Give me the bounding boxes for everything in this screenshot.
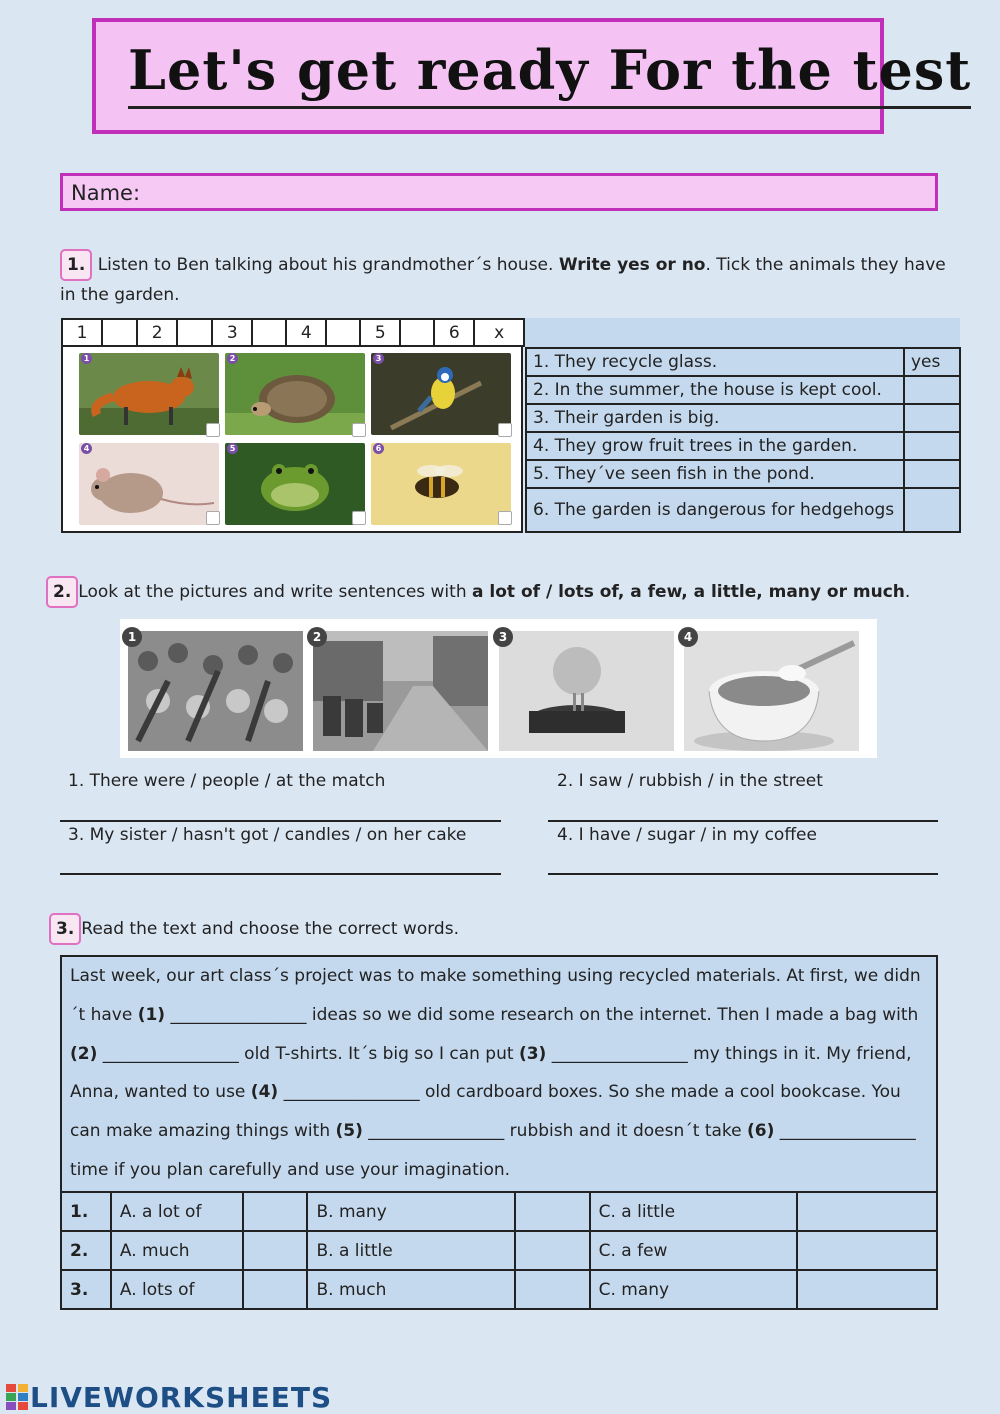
bird-photo [371,353,511,435]
title-banner [92,18,972,134]
option-row [61,1231,937,1270]
tick-box-3[interactable] [498,423,512,437]
picture-number-badge: 1 [122,627,142,647]
photo-number-badge: 6 [373,443,384,454]
option-c: C. many [590,1270,798,1309]
section3-instruction: 3. Read the text and choose the correct words. [49,913,949,945]
gap-blank[interactable]: ________________ [368,1121,505,1142]
animal-photo-grid [61,347,523,533]
option-b: B. a little [307,1231,515,1270]
answer-header-1: 1 [62,319,102,346]
answer-box[interactable] [177,319,212,346]
statement-text: 1. They recycle glass. [526,348,904,376]
yes-no-answer[interactable] [904,488,960,532]
answer-line-4[interactable] [548,873,938,875]
gap-blank[interactable]: ________________ [779,1121,916,1142]
section1-header-band [525,318,960,347]
option-c: C. a little [590,1192,798,1231]
tick-box-2[interactable] [352,423,366,437]
tick-box-5[interactable] [352,511,366,525]
option-row [61,1270,937,1309]
fox-photo [79,353,219,435]
option-b-box[interactable] [515,1270,589,1309]
answer-line-1[interactable] [60,820,501,822]
page-title: Let's get ready For the test [128,34,971,109]
section2-instruction: 2. Look at the pictures and write sentences with a lot of / lots of, a few, a little, many or much. [46,576,946,608]
mouse-photo [79,443,219,525]
statement-row [526,376,960,404]
answer-header-5: 5 [360,319,400,346]
frog-photo [225,443,365,525]
option-a: A. a lot of [111,1192,243,1231]
statement-text: 2. In the summer, the house is kept cool. [526,376,904,404]
photo-number-badge: 3 [373,353,384,364]
photo-number-badge: 2 [227,353,238,364]
statements-table [525,347,961,533]
gap-blank[interactable]: ________________ [170,1004,307,1025]
sentence-1: 1. There were / people / at the match [68,771,386,791]
picture-number-badge: 2 [307,627,327,647]
option-b-box[interactable] [515,1231,589,1270]
answer-box[interactable] [102,319,137,346]
gap-label: (2) [70,1043,98,1064]
gap-blank[interactable]: ________________ [283,1082,420,1103]
option-b: B. much [307,1270,515,1309]
option-a-box[interactable] [243,1231,307,1270]
gap-label: (1) [137,1004,166,1025]
sentence-2: 2. I saw / rubbish / in the street [557,771,823,791]
yes-no-answer[interactable]: yes [904,348,960,376]
question-number: 3. [61,1270,111,1309]
statement-row [526,488,960,532]
tick-box-4[interactable] [206,511,220,525]
picture-number-badge: 4 [678,627,698,647]
question-number: 2. [61,1231,111,1270]
street-picture [313,631,488,751]
picture-number-badge: 3 [493,627,513,647]
answer-line-3[interactable] [60,873,501,875]
option-b: B. many [307,1192,515,1231]
question-number: 1. [61,1192,111,1231]
statement-text: 6. The garden is dangerous for hedgehogs [526,488,904,532]
section2-pictures [120,619,877,758]
answer-box[interactable] [400,319,434,346]
bee-photo [371,443,511,525]
yes-no-answer[interactable] [904,404,960,432]
statement-row [526,460,960,488]
photo-number-badge: 1 [81,353,92,364]
yes-no-answer[interactable] [904,460,960,488]
option-c-box[interactable] [797,1231,937,1270]
answer-header-3: 3 [212,319,252,346]
sentence-3: 3. My sister / hasn't got / candles / on her cake [68,825,467,845]
liveworksheets-logo-icon [6,1384,28,1410]
section2-number: 2. [46,576,78,608]
tick-box-1[interactable] [206,423,220,437]
option-b-box[interactable] [515,1192,589,1231]
tick-box-6[interactable] [498,511,512,525]
answer-line-2[interactable] [548,820,938,822]
gap-label: (6) [747,1121,775,1142]
option-a: A. much [111,1231,243,1270]
cake-picture [499,631,674,751]
sentence-4: 4. I have / sugar / in my coffee [557,825,817,845]
yes-no-answer[interactable] [904,376,960,404]
section1-instruction: 1. Listen to Ben talking about his grandmother´s house. Write yes or no. Tick the animals they have in the garden. [60,249,950,309]
option-a: A. lots of [111,1270,243,1309]
option-c: C. a few [590,1231,798,1270]
reading-text: Last week, our art class´s project was to make something using recycled materials. At first, we didn´t have (1) ________________ ideas so we did some research on the internet. Then I made a bag with (2) ________________ old T-shirts. It´s big so I can put (3) ________________ my things in it. My friend, Anna, wanted to use (4) ________________ old cardboard boxes. So she made a cool bookcase. You can make amazing things with (5) ________________ rubbish and it doesn´t take (6) ________________ time if you plan carefully and use your imagination. [70,966,921,1180]
statement-row [526,432,960,460]
option-a-box[interactable] [243,1192,307,1231]
answer-header-2: 2 [137,319,177,346]
option-c-box[interactable] [797,1192,937,1231]
statement-row [526,348,960,376]
footer-logo-text: LIVEWORKSHEETS [30,1381,333,1414]
answer-header-6: 6 [434,319,474,346]
name-field[interactable] [60,173,938,211]
section3-number: 3. [49,913,81,945]
statement-text: 3. Their garden is big. [526,404,904,432]
photo-number-badge: 4 [81,443,92,454]
answer-box[interactable] [326,319,360,346]
statement-row [526,404,960,432]
answer-box[interactable] [252,319,286,346]
answer-header-x: x [474,319,524,346]
statement-text: 5. They´ve seen fish in the pond. [526,460,904,488]
option-c-box[interactable] [797,1270,937,1309]
photo-number-badge: 5 [227,443,238,454]
gap-label: (3) [518,1043,547,1064]
animal-answer-row [61,318,525,347]
name-label: Name: [71,181,141,205]
section1-number: 1. [60,249,92,281]
hedgehog-photo [225,353,365,435]
reading-text-box [60,955,938,1192]
option-row [61,1192,937,1231]
answer-header-4: 4 [286,319,326,346]
options-table [60,1191,938,1310]
crowd-picture [128,631,303,751]
statement-text: 4. They grow fruit trees in the garden. [526,432,904,460]
gap-label: (4) [250,1082,279,1103]
gap-label: (5) [335,1121,363,1142]
option-a-box[interactable] [243,1270,307,1309]
gap-blank[interactable]: ________________ [102,1043,239,1064]
yes-no-answer[interactable] [904,432,960,460]
gap-blank[interactable]: ________________ [551,1043,688,1064]
coffee-picture [684,631,859,751]
